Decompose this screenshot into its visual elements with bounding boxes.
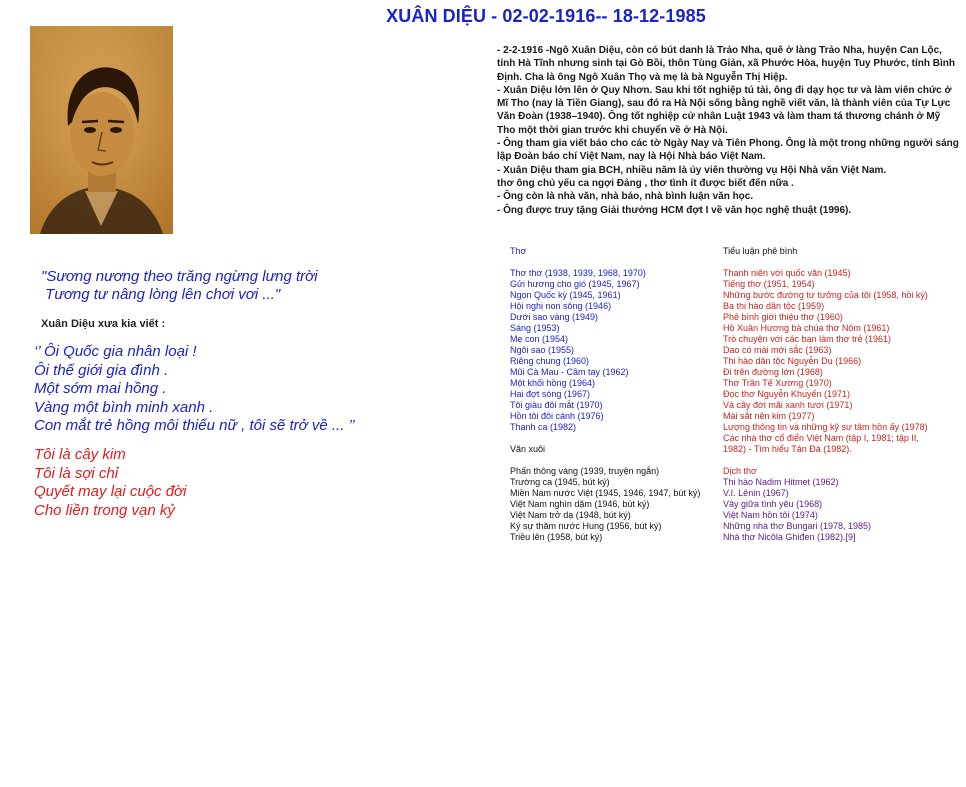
work-item: Thanh niên với quốc văn (1945) [723,268,851,278]
verse-line: Tương tư nâng lòng lên chơi vơi ..." [41,286,281,303]
work-item: Ba thi hào dân tộc (1959) [723,301,825,311]
work-item: Tôi giàu đôi mắt (1970) [510,400,603,410]
work-item: Những bước đường tư tưởng của tôi (1958, hồi ký) [723,290,928,300]
work-item: Miền Nam nước Việt (1945, 1946, 1947, bút ký) [510,488,701,498]
work-item: Riêng chung (1960) [510,356,590,366]
bio-paragraph: - Ông được truy tặng Giải thưởng HCM đợt I về văn học nghệ thuật (1996). [497,204,852,216]
work-item: Một khối hồng (1964) [510,378,596,388]
work-item: Trò chuyện với các bạn làm thơ trẻ (1961) [723,334,892,344]
work-item: Mài sắt nên kim (1977) [723,411,815,421]
portrait-drawing [30,26,173,234]
poem-intro: Xuân Diệu xưa kia viết : [41,318,166,330]
works-poetry [510,246,700,543]
work-item: Ngọn Quốc kỳ (1945, 1961) [510,290,621,300]
poem-line: Cho liền trong vạn kỷ [34,501,175,519]
poem-line: ‘’ Ôi Quốc gia nhân loại ! [34,343,197,360]
work-item: Gửi hương cho gió (1945, 1967) [510,279,640,289]
work-item: Dao có mài mới sắc (1963) [723,345,832,355]
works-essays [723,246,928,543]
poem-line: Một sớm mai hồng . [34,380,167,397]
poem-line: Con mắt trẻ hồng môi thiếu nữ , tôi sẽ trở về ... ’’ [34,417,355,434]
work-item: Lượng thông tin và những kỹ sư tâm hồn ấy (1978) [723,422,928,432]
work-item: Phê bình giới thiệu thơ (1960) [723,312,843,322]
poem-line: Quyết may lại cuộc đời [34,483,187,500]
work-item: Hồ Xuân Hương bà chúa thơ Nôm (1961) [723,323,890,333]
work-item: Phấn thông vàng (1939, truyện ngắn) [510,466,660,476]
work-item: Việt Nam nghìn dặm (1946, bút ký) [510,499,650,509]
work-item: Mẹ con (1954) [510,334,569,344]
work-item: Triều lên (1958, bút ký) [510,532,603,542]
biography [497,44,959,217]
work-item: Hội nghị non sông (1946) [510,301,612,311]
work-item: Thi hào Nadim Hitmet (1962) [723,477,839,487]
work-item: 1982) - Tìm hiểu Tản Đà (1982). [723,444,852,454]
verse-quote [41,268,318,304]
poem-line: Tôi là sợi chỉ [34,464,119,482]
work-item: Đọc thơ Nguyễn Khuyến (1971) [723,389,850,399]
works-heading: Thơ [510,246,527,256]
work-item: Việt Nam hồn tôi (1974) [723,510,818,520]
work-item: Dưới sao vàng (1949) [510,312,598,322]
work-item: Đi trên đường lớn (1968) [723,367,823,377]
page-title: XUÂN DIỆU - 02-02-1916-- 18-12-1985 [386,6,706,26]
verse-line: "Sương nương theo trăng ngừng lưng trời [41,268,318,285]
bio-paragraph: - Xuân Diệu tham gia BCH, nhiều năm là ủy viên thường vụ Hội Nhà văn Việt Nam. [497,164,887,176]
work-item: Sáng (1953) [510,323,560,333]
work-item: Thơ thơ (1938, 1939, 1968, 1970) [510,268,646,278]
work-item: Vây giữa tình yêu (1968) [723,499,823,509]
bio-paragraph: - Xuân Diệu lớn lên ở Quy Nhơn. Sau khi tốt nghiệp tú tài, ông đi dạy học tư và làm viên chức ở Mĩ Tho (nay là Tiền Giang), sau đó ra Hà Nội sống bằng nghề viết văn, là thành viên của Tự Lực Văn Đoàn (1938–1940). Ông tốt nghiệp cử nhân Luật 1943 và làm tham tá thương chánh ở Mỹ Tho một thời gian trước khi chuyển về ở Hà Nội. [497,84,952,136]
work-item: Những nhà thơ Bungari (1978, 1985) [723,521,872,531]
work-item: Hồn tôi đôi cánh (1976) [510,411,604,421]
works-heading: Văn xuôi [510,444,546,454]
poem-line: Vàng một bình minh xanh . [34,398,214,416]
work-item: Tiếng thơ (1951, 1954) [723,279,815,289]
work-item: Thơ Trần Tế Xương (1970) [723,378,832,388]
work-item: Thanh ca (1982) [510,422,577,432]
work-item: Mũi Cà Mau - Cầm tay (1962) [510,367,629,377]
poem-blue [34,343,355,436]
works-heading: Dịch thơ [723,466,757,476]
bio-paragraph: - Ông còn là nhà văn, nhà báo, nhà bình luận văn học. [497,191,754,203]
work-item: Ký sự thăm nước Hung (1956, bút ký) [510,521,662,531]
work-item: Nhà thơ Nicôla Ghiđen (1982).[9] [723,532,856,542]
poem-red [34,446,186,520]
poem-line: Ôi thế giới gia đình . [34,361,169,379]
work-item: Và cây đời mãi xanh tươi (1971) [723,400,853,410]
work-item: Việt Nam trở dạ (1948, bút ký) [510,510,631,520]
poem-line: Tôi là cây kim [34,446,126,463]
work-item: Hai đợt sóng (1967) [510,389,590,399]
bio-paragraph: - Ông tham gia viết báo cho các tờ Ngày Nay và Tiên Phong. Ông là một trong những người sáng lập Đoàn báo chí Việt Nam, nay là Hội Nhà báo Việt Nam. [497,138,959,163]
work-item: Thi hào dân tộc Nguyễn Du (1966) [723,356,862,366]
portrait-photo [30,26,173,234]
work-item: Trường ca (1945, bút ký) [510,477,610,487]
work-item: Ngôi sao (1955) [510,345,575,355]
bio-paragraph: - 2-2-1916 -Ngô Xuân Diệu, còn có bút danh là Trảo Nha, quê ở làng Trảo Nha, huyện Can Lộc, tỉnh Hà Tĩnh nhưng sinh tại Gò Bồi, thôn Tùng Giản, xã Phước Hòa, huyện Tuy Phước, tỉnh Bình Định. Cha là ông Ngô Xuân Thọ và mẹ là bà Nguyễn Thị Hiệp. [497,45,955,83]
work-item: Các nhà thơ cổ điển Việt Nam (tập I, 1981; tập II, [723,433,919,443]
work-item: V.I. Lênin (1967) [723,488,789,498]
bio-paragraph: thơ ông chủ yếu ca ngợi Đảng , thơ tình ít được biết đến nữa . [497,177,794,189]
works-heading: Tiểu luận phê bình [723,246,798,256]
